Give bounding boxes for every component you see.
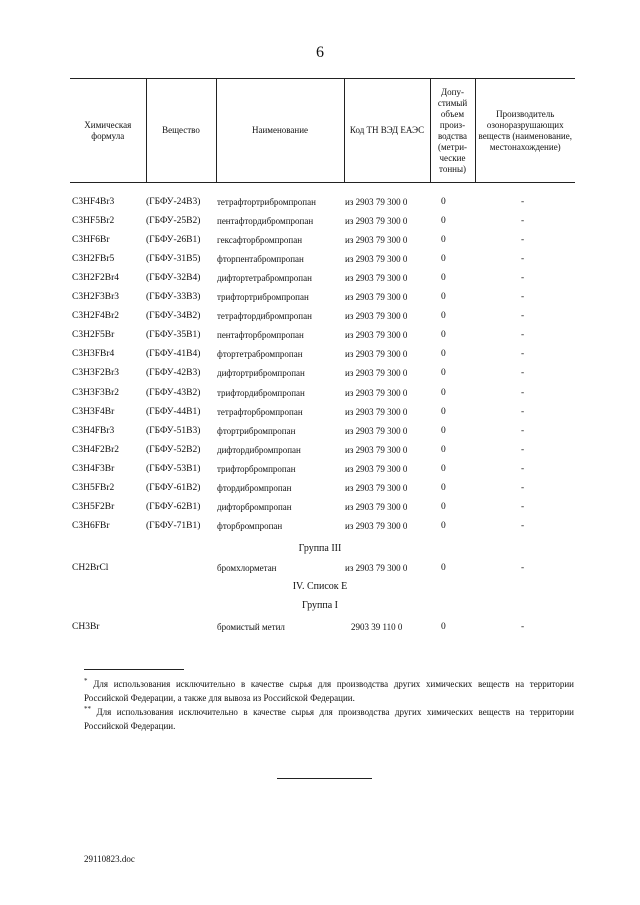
cell-formula: C3H4FBr3 — [72, 425, 115, 436]
cell-substance: (ГБФУ-52В2) — [146, 444, 201, 455]
cell-substance: (ГБФУ-34В2) — [146, 311, 201, 322]
cell-code: из 2903 79 300 0 — [345, 235, 408, 246]
cell-formula: C3H2F4Br2 — [72, 311, 119, 322]
cell-name: бромистый метил — [217, 622, 285, 632]
cell-substance: (ГБФУ-41В4) — [146, 349, 201, 360]
cell-producer: - — [521, 622, 525, 632]
cell-code: из 2903 79 300 0 — [345, 387, 408, 398]
cell-substance: (ГБФУ-33В3) — [146, 292, 201, 303]
cell-quantity: 0 — [441, 520, 446, 531]
cell-producer: - — [521, 273, 525, 284]
cell-code: из 2903 79 300 0 — [345, 520, 408, 531]
cell-name: дифтортетрабромпропан — [217, 273, 312, 284]
cell-substance: (ГБФУ-25В2) — [146, 216, 201, 227]
cell-name: дифторбромпропан — [217, 501, 292, 512]
cell-producer: - — [521, 425, 525, 436]
footnote-divider — [84, 669, 184, 670]
cell-substance: (ГБФУ-51В3) — [146, 425, 201, 436]
header-producer: Производитель озоноразрушающих веществ (наименование, местонахождение) — [475, 79, 575, 183]
cell-producer: - — [521, 444, 525, 455]
cell-producer: - — [521, 254, 525, 265]
cell-formula: C3H3F3Br2 — [72, 387, 119, 398]
header-name: Наименование — [216, 79, 344, 183]
cell-producer: - — [521, 330, 525, 341]
cell-producer: - — [521, 406, 525, 417]
cell-substance: (ГБФУ-44В1) — [146, 406, 201, 417]
header-substance: Вещество — [146, 79, 216, 183]
cell-substance: (ГБФУ-53В1) — [146, 463, 201, 474]
cell-quantity: 0 — [441, 463, 446, 474]
cell-formula: C3H4F2Br2 — [72, 444, 119, 455]
cell-formula: C3H3F4Br — [72, 406, 115, 417]
cell-name: фторпентабромпропан — [217, 254, 304, 265]
cell-quantity: 0 — [441, 368, 446, 379]
cell-code: 2903 39 110 0 — [351, 622, 403, 632]
cell-code: из 2903 79 300 0 — [345, 330, 408, 341]
cell-formula: C3H5FBr2 — [72, 482, 115, 493]
document-id: 29110823.doc — [84, 854, 135, 864]
cell-producer: - — [521, 368, 525, 379]
cell-name: фторбромпропан — [217, 520, 283, 531]
cell-code: из 2903 79 300 0 — [345, 463, 408, 474]
cell-name: гексафторбромпропан — [217, 235, 303, 246]
footnote-2-mark: ** — [84, 705, 91, 713]
cell-quantity: 0 — [441, 425, 446, 436]
cell-producer: - — [521, 563, 525, 573]
cell-formula: C3H5F2Br — [72, 501, 115, 512]
end-divider — [277, 778, 372, 779]
cell-code: из 2903 79 300 0 — [345, 425, 408, 436]
cell-formula: C3H6FBr — [72, 520, 110, 531]
cell-substance: (ГБФУ-31В5) — [146, 254, 201, 265]
cell-code: из 2903 79 300 0 — [345, 406, 408, 417]
cell-quantity: 0 — [441, 330, 446, 341]
cell-quantity: 0 — [441, 406, 446, 417]
cell-producer: - — [521, 520, 525, 531]
cell-quantity: 0 — [441, 482, 446, 493]
cell-formula: C3H2F2Br4 — [72, 273, 119, 284]
cell-name: тетрафтордибромпропан — [217, 311, 312, 322]
cell-formula: C3H3F2Br3 — [72, 368, 119, 379]
cell-name: фтордибромпропан — [217, 482, 292, 493]
cell-substance: (ГБФУ-71В1) — [146, 520, 201, 531]
cell-producer: - — [521, 349, 525, 360]
cell-producer: - — [521, 197, 525, 207]
cell-producer: - — [521, 501, 525, 512]
cell-producer: - — [521, 311, 525, 322]
header-quantity: Допу- стимый объем произ- водства (метри- ческие тонны) — [430, 79, 475, 183]
cell-formula: C3H2F5Br — [72, 330, 115, 341]
cell-substance: (ГБФУ-62В1) — [146, 501, 201, 512]
cell-formula: C3H2FBr5 — [72, 254, 115, 265]
cell-producer: - — [521, 292, 525, 303]
cell-name: фтортрибромпропан — [217, 425, 296, 436]
cell-substance: (ГБФУ-35В1) — [146, 330, 201, 341]
cell-name: пентафторбромпропан — [217, 330, 304, 341]
header-code: Код ТН ВЭД ЕАЭС — [344, 79, 430, 183]
cell-name: пентафтордибромпропан — [217, 216, 314, 227]
cell-code: из 2903 79 300 0 — [345, 501, 408, 512]
cell-code: из 2903 79 300 0 — [345, 254, 408, 265]
cell-producer: - — [521, 235, 525, 246]
cell-code: из 2903 79 300 0 — [345, 563, 408, 573]
cell-substance: (ГБФУ-42В3) — [146, 368, 201, 379]
cell-substance: (ГБФУ-24В3) — [146, 197, 201, 207]
footnote-1 — [84, 677, 574, 705]
cell-name: трифтордибромпропан — [217, 387, 305, 398]
cell-formula: C3H4F3Br — [72, 463, 115, 474]
cell-code: из 2903 79 300 0 — [345, 349, 408, 360]
cell-quantity: 0 — [441, 197, 446, 207]
group-title-i: Группа I — [302, 600, 338, 611]
cell-name: трифтортрибромпропан — [217, 292, 309, 303]
group-title-iii: Группа III — [298, 543, 342, 554]
cell-formula: C3HF4Br3 — [72, 197, 115, 207]
cell-substance: (ГБФУ-43В2) — [146, 387, 201, 398]
cell-name: фтортетрабромпропан — [217, 349, 303, 360]
footnote-2-text: Для использования исключительно в качестве сырья для производства других химических веществ на территории Российской Федерации. — [84, 707, 574, 731]
page-number: 6 — [316, 44, 324, 61]
cell-quantity: 0 — [441, 622, 446, 632]
cell-quantity: 0 — [441, 501, 446, 512]
cell-quantity: 0 — [441, 563, 446, 573]
cell-substance: (ГБФУ-26В1) — [146, 235, 201, 246]
cell-quantity: 0 — [441, 349, 446, 360]
cell-quantity: 0 — [441, 254, 446, 265]
cell-name: дифтордибромпропан — [217, 444, 301, 455]
cell-code: из 2903 79 300 0 — [345, 311, 408, 322]
cell-producer: - — [521, 463, 525, 474]
cell-name: трифторбромпропан — [217, 463, 296, 474]
cell-name: тетрафтортрибромпропан — [217, 197, 316, 207]
footnote-2 — [84, 705, 574, 733]
cell-producer: - — [521, 387, 525, 398]
cell-formula: C3HF6Br — [72, 235, 110, 246]
cell-name: дифтортрибромпропан — [217, 368, 305, 379]
cell-substance: (ГБФУ-61В2) — [146, 482, 201, 493]
cell-quantity: 0 — [441, 235, 446, 246]
footnote-1-text: Для использования исключительно в качестве сырья для производства других химических веществ на территории Российской Федерации, а также для вывоза из Российской Федерации. — [84, 679, 574, 703]
cell-quantity: 0 — [441, 387, 446, 398]
list-e-title: IV. Список Е — [292, 581, 348, 592]
cell-substance: (ГБФУ-32В4) — [146, 273, 201, 284]
cell-code: из 2903 79 300 0 — [345, 368, 408, 379]
cell-name: бромхлорметан — [217, 563, 277, 573]
cell-quantity: 0 — [441, 444, 446, 455]
cell-code: из 2903 79 300 0 — [345, 444, 408, 455]
cell-quantity: 0 — [441, 273, 446, 284]
cell-formula: C3H3FBr4 — [72, 349, 115, 360]
cell-producer: - — [521, 482, 525, 493]
cell-code: из 2903 79 300 0 — [345, 197, 408, 207]
cell-code: из 2903 79 300 0 — [345, 216, 408, 227]
cell-formula: CH3Br — [72, 622, 100, 632]
cell-producer: - — [521, 216, 525, 227]
table-header — [70, 78, 575, 183]
header-formula: Химическая формула — [70, 79, 146, 183]
cell-quantity: 0 — [441, 216, 446, 227]
cell-quantity: 0 — [441, 292, 446, 303]
cell-quantity: 0 — [441, 311, 446, 322]
footnote-1-mark: * — [84, 677, 88, 685]
cell-code: из 2903 79 300 0 — [345, 273, 408, 284]
cell-code: из 2903 79 300 0 — [345, 292, 408, 303]
cell-formula: CH2BrCl — [72, 563, 109, 573]
cell-formula: C3H2F3Br3 — [72, 292, 119, 303]
cell-formula: C3HF5Br2 — [72, 216, 115, 227]
cell-code: из 2903 79 300 0 — [345, 482, 408, 493]
cell-name: тетрафторбромпропан — [217, 406, 303, 417]
